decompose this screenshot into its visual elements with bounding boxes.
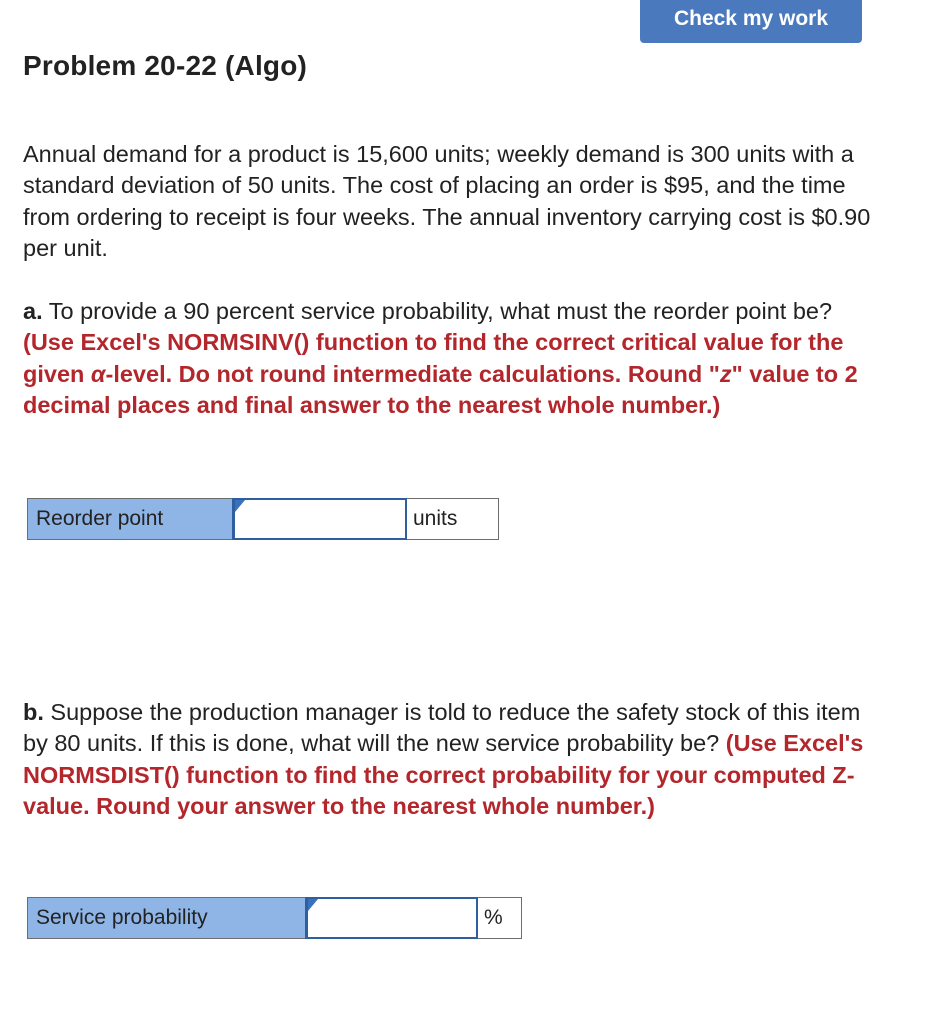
question-a-text: To provide a 90 percent service probability, what must the reorder point be? — [42, 298, 833, 324]
reorder-point-unit: units — [406, 498, 499, 540]
question-b-instruction: (Use Excel's NORMSDIST() function to find the correct probability for your computed Z-value. Round your answer to the nearest whole number.) — [23, 730, 864, 819]
service-probability-unit: % — [477, 897, 522, 939]
question-b-letter: b. — [23, 699, 44, 725]
service-probability-label: Service probability — [27, 897, 306, 939]
service-probability-row — [27, 897, 522, 939]
reorder-point-input[interactable] — [235, 500, 405, 538]
input-flag-icon — [308, 899, 318, 911]
problem-title: Problem 20-22 (Algo) — [23, 50, 308, 81]
question-a-letter: a. — [23, 298, 43, 324]
question-a — [23, 296, 883, 421]
question-a-instruction-part1: (Use Excel's NORMSINV() function to find the correct critical value for the given — [23, 329, 844, 387]
check-my-work-button[interactable]: Check my work — [640, 0, 862, 43]
reorder-point-label: Reorder point — [27, 498, 233, 540]
reorder-point-input-wrapper — [232, 498, 407, 540]
question-a-instruction-part2: -level. Do not round intermediate calculations. Round " — [105, 360, 720, 387]
question-a-instruction — [23, 329, 858, 418]
question-b — [23, 697, 883, 822]
question-a-alpha: α — [90, 360, 106, 387]
service-probability-input[interactable] — [308, 899, 476, 937]
question-a-z: z — [719, 360, 732, 387]
service-probability-input-wrapper — [305, 897, 478, 939]
question-a-instruction-part3: " value to 2 decimal places and final answer to the nearest whole number.) — [23, 360, 858, 418]
question-b-text: Suppose the production manager is told to reduce the safety stock of this item by 80 units. If this is done, what will the new service probability be? — [23, 699, 861, 757]
problem-intro: Annual demand for a product is 15,600 units; weekly demand is 300 units with a standard deviation of 50 units. The cost of placing an order is $95, and the time from ordering to receipt is four weeks. The annual inventory carrying cost is $0.90 per unit. — [23, 141, 871, 261]
reorder-point-row — [27, 498, 499, 540]
input-flag-icon — [235, 500, 245, 512]
